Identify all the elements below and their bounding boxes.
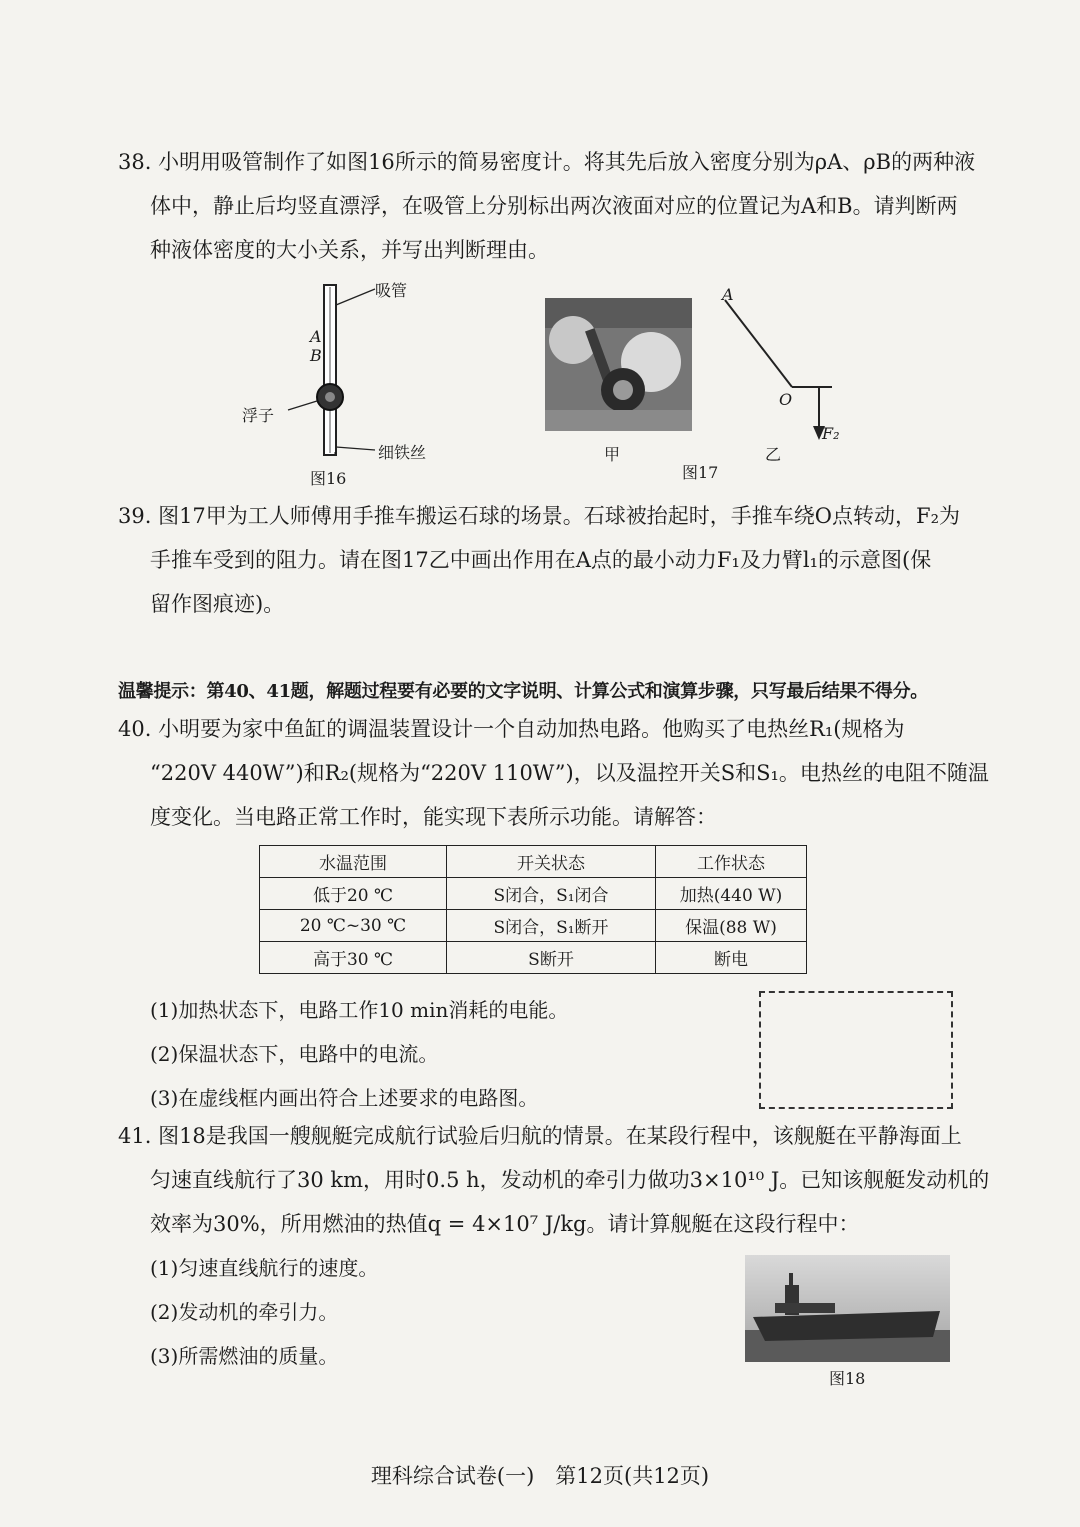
fig17-label-yi: 乙 — [765, 445, 782, 464]
fig18-caption: 图18 — [829, 1369, 866, 1388]
function-table — [259, 845, 807, 974]
exam-tip: 温馨提示：第40、41题，解题过程要有必要的文字说明、计算公式和演算步骤，只写最后结果不得分。 — [118, 681, 928, 702]
q40-line1: 40. 小明要为家中鱼缸的调温装置设计一个自动加热电路。他购买了电热丝R₁(规格为 — [118, 717, 905, 741]
table-cell: S闭合，S₁闭合 — [447, 878, 656, 910]
table-header-cell: 水温范围 — [260, 846, 447, 878]
q38-line2: 体中，静止后均竖直漂浮，在吸管上分别标出两次液面对应的位置记为A和B。请判断两 — [150, 194, 958, 218]
table-header-cell: 工作状态 — [656, 846, 807, 878]
q38-line1: 38. 小明用吸管制作了如图16所示的简易密度计。将其先后放入密度分别为ρA、ρB的两种液 — [118, 150, 976, 174]
fig17-point-a: A — [722, 285, 734, 304]
table-cell: 高于30 ℃ — [260, 942, 447, 974]
fig16-caption: 图16 — [310, 469, 347, 488]
fig16-label-float: 浮子 — [242, 406, 275, 425]
table-cell: 保温(88 W) — [656, 910, 807, 942]
q39-line3: 留作图痕迹)。 — [150, 592, 285, 616]
ship-illustration — [745, 1255, 950, 1362]
question-38 — [118, 140, 976, 272]
page-footer: 理科综合试卷(一) 第12页(共12页) — [370, 1464, 710, 1488]
q39-line2: 手推车受到的阻力。请在图17乙中画出作用在A点的最小动力F₁及力臂l₁的示意图(保 — [150, 548, 932, 572]
q40-sub2: (2)保温状态下，电路中的电流。 — [150, 1042, 439, 1066]
question-40 — [118, 707, 989, 839]
table-cell: 加热(440 W) — [656, 878, 807, 910]
q41-sub1: (1)匀速直线航行的速度。 — [150, 1256, 379, 1280]
table-cell: S断开 — [447, 942, 656, 974]
q41-line2: 匀速直线航行了30 km，用时0.5 h，发动机的牵引力做功3×10¹⁰ J。已知该舰艇发动机的 — [150, 1168, 990, 1192]
table-header-row — [260, 846, 807, 878]
q41-line3: 效率为30%，所用燃油的热值q = 4×10⁷ J/kg。请计算舰艇在这段行程中： — [150, 1212, 860, 1236]
table-row — [260, 910, 807, 942]
table-row — [260, 942, 807, 974]
q40-sub3: (3)在虚线框内画出符合上述要求的电路图。 — [150, 1086, 539, 1110]
table-header-cell: 开关状态 — [447, 846, 656, 878]
q38-line3: 种液体密度的大小关系，并写出判断理由。 — [150, 238, 549, 262]
q41-line1: 41. 图18是我国一艘舰艇完成航行试验后归航的情景。在某段行程中，该舰艇在平静海面上 — [118, 1124, 962, 1148]
fig18-ship-photo — [745, 1255, 950, 1362]
question-41 — [118, 1114, 990, 1246]
table-cell: 低于20 ℃ — [260, 878, 447, 910]
q40-sub1: (1)加热状态下，电路工作10 min消耗的电能。 — [150, 998, 569, 1022]
fig16-label-b: B — [310, 346, 322, 365]
fig17-label-jia: 甲 — [604, 445, 621, 464]
fig17-force-f2: F₂ — [822, 424, 840, 443]
q40-line3: 度变化。当电路正常工作时，能实现下表所示功能。请解答： — [150, 805, 717, 829]
fig17-caption: 图17 — [682, 463, 719, 482]
question-39 — [118, 494, 958, 626]
table-cell: 20 ℃~30 ℃ — [260, 910, 447, 942]
table-row — [260, 878, 807, 910]
fig17-point-o: O — [779, 390, 793, 409]
q41-sub3: (3)所需燃油的质量。 — [150, 1344, 339, 1368]
fig17-photo-cart — [545, 298, 692, 431]
fig16-label-straw: 吸管 — [375, 281, 408, 300]
cart-photo-illustration — [545, 298, 692, 431]
fig16-label-a: A — [310, 327, 322, 346]
q40-line2: “220V 440W”)和R₂(规格为“220V 110W”)，以及温控开关S和S₁。电热丝的电阻不随温 — [150, 761, 989, 785]
table-cell: 断电 — [656, 942, 807, 974]
table-cell: S闭合，S₁断开 — [447, 910, 656, 942]
q41-sub2: (2)发动机的牵引力。 — [150, 1300, 339, 1324]
fig16-label-wire: 细铁丝 — [378, 443, 427, 462]
q39-line1: 39. 图17甲为工人师傅用手推车搬运石球的场景。石球被抬起时，手推车绕O点转动，F₂为 — [118, 504, 960, 528]
circuit-drawing-box[interactable] — [759, 991, 953, 1109]
